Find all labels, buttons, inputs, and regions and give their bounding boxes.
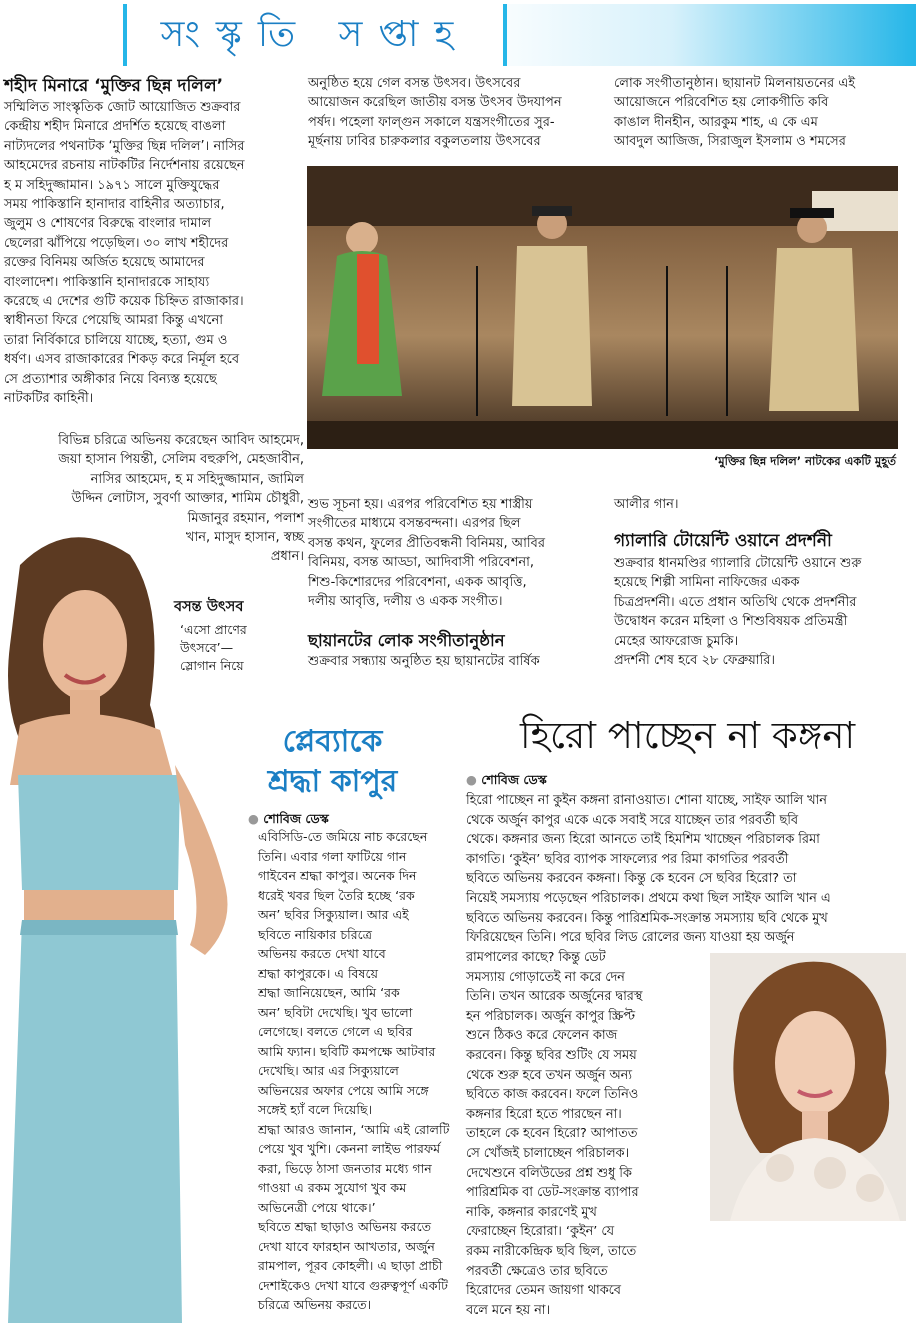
basanta-headline: বসন্ত উৎসব <box>174 599 244 615</box>
kangana-body-narrow: রামপালের কাছে? কিন্তু ডেট সমস্যায় গোড়াতেই না করে দেন তিনি। তখন আরেক অর্জুনের দ্বারস্থ হন পরিচালক। অর্জুন কাপুর স্ক্রিপ্ট শুনে ঠিকও করে ফেলেন কাজ করবেন। কিন্তু ছবির শুটিং যে সময় থেকে শুরু হবে তখন অর্জুন অন্য ছবিতে কাজ করবেন। ফলে তিনিও কঙ্গনার হিরো হতে পারছেন না। তাহলে কে হবেন হিরো? আপাতত সে খোঁজই চালাচ্ছেন পরিচালক। দেখেশুনে বলিউডের প্রশ্ন শুধু কি পারিশ্রমিক বা ডেট-সংক্রান্ত ব্যাপার নাকি, কঙ্গনার কারণেই মুখ ফেরাচ্ছেন হিরোরা। ‘কুইন’ যে রকম নারীকেন্দ্রিক ছবি ছিল, তাতে পরবর্তী ক্ষেত্রেও তার ছবিতে হিরোদের তেমন জায়গা থাকবে বলে মনে হয় না। <box>466 950 643 1318</box>
drama-photo-caption: ‘মুক্তির ছিন্ন দলিল’ নাটকের একটি মুহূর্ত <box>713 454 896 468</box>
basanta-body-top: অনুষ্ঠিত হয়ে গেল বসন্ত উৎসব। উৎসবের আয়োজন করেছিল জাতীয় বসন্ত উৎসব উদযাপন পর্ষদ। পহেলা ফাল্গুন সকালে যন্ত্রসংগীতের সুর- মূর্ছনায় ঢাবির চারুকলার বকুলতলায় উৎসবের <box>308 76 562 150</box>
bullet-icon: ● <box>466 772 482 787</box>
shraddha-kapoor-photo <box>0 525 250 1323</box>
kangana-headline: হিরো পাচ্ছেন না কঙ্গনা <box>520 714 856 757</box>
basanta-intro: ‘এসো প্রাণের উৎসবে’— স্লোগান নিয়ে <box>180 622 247 673</box>
shraddha-headline <box>240 722 425 802</box>
kangana-byline <box>466 772 547 792</box>
actress-portrait-image <box>0 525 250 1323</box>
masthead-banner <box>103 4 916 66</box>
masthead-title: সংস্কৃতি সপ্তাহ <box>160 14 470 55</box>
kangana-byline-text: শোবিজ ডেস্ক <box>481 772 547 787</box>
actress-portrait-image <box>710 953 906 1221</box>
shraddha-body: এবিসিডি-তে জমিয়ে নাচ করেছেন তিনি। এবার গলা ফাটিয়ে গান গাইবেন শ্রদ্ধা কাপুর। অনেক দিন ধরেই খবর ছিল তৈরি হচ্ছে ‘রক অন’ ছবির সিক্যুয়াল। আর এই ছবিতে নায়িকার চরিত্রে অভিনয় করতে দেখা যাবে শ্রদ্ধা কাপুরকে। এ বিষয়ে শ্রদ্ধা জানিয়েছেন, আমি ‘রক অন’ ছবিটা দেখেছি। খুব ভালো লেগেছে। বলতে গেলে এ ছবির আমি ফ্যান। ছবিটি কমপক্ষে আটবার দেখেছি। আর এর সিক্যুয়ালে অভিনয়ের অফার পেয়ে আমি সঙ্গে সঙ্গেই হ্যাঁ বলে দিয়েছি। শ্রদ্ধা আরও জানান, ‘আমি এই রোলটি পেয়ে খুব খুশি। কেননা লাইভ পারফর্ম করা, ভিড়ে ঠাসা জনতার মধ্যে গান গাওয়া এ রকম সুযোগ খুব কম অভিনেত্রী পেয়ে থাকে।’ ছবিতে শ্রদ্ধা ছাড়াও অভিনয় করতে দেখা যাবে ফারহান আখতার, অর্জুন রামপাল, পূরব কোহলী। এ ছাড়া প্রাচী দেশাইকেও দেখা যাবে গুরুত্বপূর্ণ একটি চরিত্রে অভিনয় করতে। <box>258 829 450 1312</box>
article1-body: সম্মিলিত সাংস্কৃতিক জোট আয়োজিত শুক্রবার কেন্দ্রীয় শহীদ মিনারে প্রদর্শিত হয়েছে বাঙলা নাট্যদলের পথনাটক ‘মুক্তির ছিন্ন দলিল’। নাসির আহমেদের রচনায় নাটকটির নির্দেশনায় রয়েছেন হ ম সহিদুজ্জামান। ১৯৭১ সালে মুক্তিযুদ্ধের সময় পাকিস্তানি হানাদার বাহিনীর অত্যাচার, জুলুম ও শোষণের বিরুদ্ধে বাংলার দামাল ছেলেরা ঝাঁপিয়ে পড়েছিল। ৩০ লাখ শহীদের রক্তের বিনিময় অর্জিত হয়েছে আমাদের বাংলাদেশ। পাকিস্তানি হানাদারকে সাহায্য করেছে এ দেশের গুটি কয়েক চিহ্নিত রাজাকার। স্বাধীনতা ফিরে পেয়েছি আমরা কিন্তু এখনো তারা নির্বিকারে চালিয়ে যাচ্ছে, হত্যা, গুম ও ধর্ষণ। এসব রাজাকারের শিকড় করে নির্মূল হবে সে প্রত্যাশার অঙ্গীকার নিয়ে বিন্যস্ত হয়েছে নাটকটির কাহিনী। <box>4 100 245 407</box>
article1-cast: বিভিন্ন চরিত্রে অভিনয় করেছেন আবিদ আহমেদ, জয়া হাসান পিয়ন্তী, সেলিম বহুরুপি, মেহজাবীন, নাসির আহমেদ, হ ম সহিদুজ্জামান, জামিল উদ্দিন লোটাস, সুবর্ণা আক্তার, শামিম চৌধুরী, মিজানুর রহমান, পলাশ খান, মাসুদ হাসান, স্বচ্ছ প্রধান। <box>58 433 304 565</box>
chhayanaut-body-c: আলীর গান। <box>614 497 679 512</box>
basanta-body-bottom: শুভ সূচনা হয়। এরপর পরিবেশিত হয় শাস্ত্রীয় সংগীতের মাধ্যমে বসন্তবন্দনা। এরপর ছিল বসন্ত কথন, ফুলের প্রীতিবন্ধনী বিনিময়, আবির বিনিময়, বসন্ত আড্ডা, আদিবাসী পরিবেশনা, শিশু-কিশোরদের পরিবেশনা, একক আবৃত্তি, দলীয় আবৃত্তি, দলীয় ও একক সংগীত। <box>308 497 546 610</box>
gallery-headline: গ্যালারি টোয়েন্টি ওয়ানে প্রদর্শনী <box>614 531 832 551</box>
bullet-icon: ● <box>248 811 264 826</box>
article1-headline: শহীদ মিনারে ‘মুক্তির ছিন্ন দলিল’ <box>4 76 224 96</box>
shraddha-byline-text: শোবিজ ডেস্ক <box>263 811 329 826</box>
kangana-body-full: হিরো পাচ্ছেন না কুইন কঙ্গনা রানাওয়াত। শোনা যাচ্ছে, সাইফ আলি খান থেকে অর্জুন কাপুর একে একে সবাই সরে যাচ্ছেন তার পরবর্তী ছবি থেকে। কঙ্গনার জন্য হিরো আনতে তাই হিমশিম খাচ্ছেন পরিচালক রিমা কাগতি। ‘কুইন’ ছবির ব্যাপক সাফল্যের পর রিমা কাগতির পরবর্তী ছবিতে অভিনয় করবেন কঙ্গনা। কিন্তু কে হবেন সে ছবির হিরো? তা নিয়েই সমস্যায় পড়েছেন পরিচালক। প্রথমে কথা ছিল সাইফ আলি খান এ ছবিতে অভিনয় করবেন। কিন্তু পারিশ্রমিক-সংক্রান্ত সমস্যায় ছবি থেকে মুখ ফিরিয়েছেন তিনি। পরে ছবির লিড রোলের জন্য যাওয়া হয় অর্জুন <box>466 793 831 946</box>
chhayanaut-body-b: লোক সংগীতানুষ্ঠান। ছায়ানট মিলনায়তনের এই আয়োজনে পরিবেশিত হয় লোকগীতি কবি কাঙাল দীনহীন, আরকুম শাহ, এ কে এম আবদুল আজিজ, সিরাজুল ইসলাম ও শমসের <box>614 76 855 150</box>
gallery-body: শুক্রবার ধানমণ্ডির গ্যালারি টোয়েন্টি ওয়ানে শুরু হয়েছে শিল্পী সামিনা নাফিজের একক চিত্রপ্রদর্শনী। এতে প্রধান অতিথি থেকে প্রদর্শনীর উদ্বোধন করেন মহিলা ও শিশুবিষয়ক প্রতিমন্ত্রী মেহের আফরোজ চুমকি। প্রদর্শনী শেষ হবে ২৮ ফেব্রুয়ারি। <box>614 556 862 669</box>
chhayanaut-body-a: শুক্রবার সন্ধ্যায় অনুষ্ঠিত হয় ছায়ানটের বার্ষিক <box>308 654 540 669</box>
shraddha-headline-line1: প্লেব্যাকে <box>282 724 383 759</box>
drama-stage-photo <box>307 166 898 449</box>
shraddha-headline-line2: শ্রদ্ধা কাপুর <box>267 764 398 799</box>
chhayanaut-headline: ছায়ানটের লোক সংগীতানুষ্ঠান <box>308 631 505 650</box>
stage-scene-image <box>307 166 898 449</box>
kangana-ranaut-photo <box>710 953 906 1221</box>
